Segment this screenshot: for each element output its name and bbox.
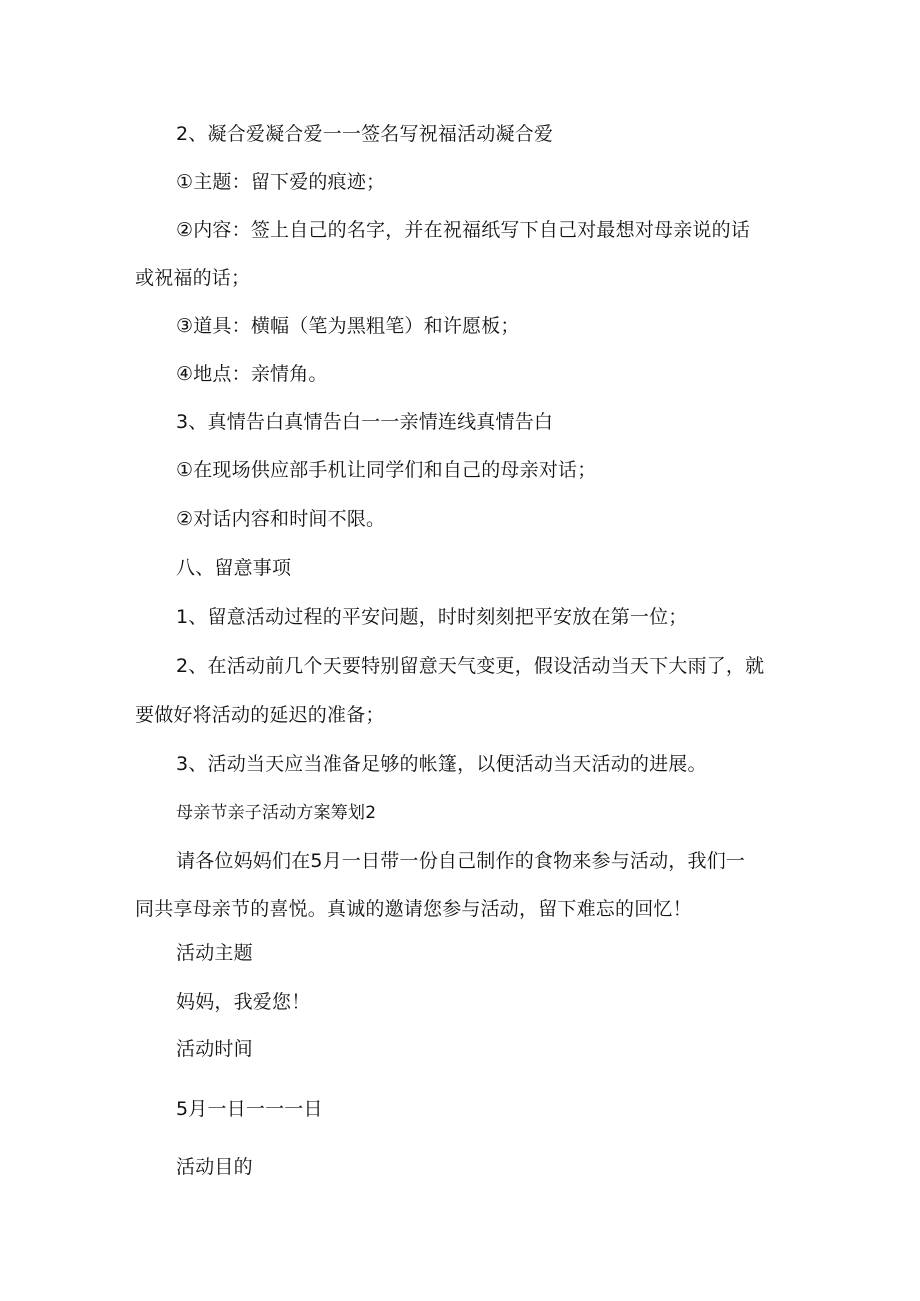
para-signing-activity-heading: 2、凝合爱凝合爱一一签名写祝福活动凝合爱: [176, 123, 554, 145]
value-activity-theme: 妈妈，我爱您！: [176, 991, 311, 1013]
para-dialogue-unlimited: ②对话内容和时间不限。: [176, 508, 386, 530]
label-activity-time: 活动时间: [176, 1038, 253, 1060]
value-activity-time: 5月一日一一一日: [176, 1098, 323, 1120]
label-activity-theme: 活动主题: [176, 942, 253, 964]
para-invitation-cont: 同共享母亲节的喜悦。真诚的邀请您参与活动，留下难忘的回忆！: [135, 898, 692, 920]
para-phone-dialogue: ①在现场供应部手机让同学们和自己的母亲对话；: [176, 459, 597, 481]
para-invitation: 请各位妈妈们在5月一日带一份自己制作的食物来参与活动，我们一: [176, 850, 746, 872]
para-content: ②内容：签上自己的名字，并在祝福纸写下自己对最想对母亲说的话: [176, 219, 751, 241]
para-location: ④地点：亲情角。: [176, 363, 328, 385]
para-theme: ①主题：留下爱的痕迹；: [176, 171, 386, 193]
para-note-tents: 3、活动当天应当准备足够的帐篷，以便活动当天活动的进展。: [176, 753, 707, 775]
para-note-weather-cont: 要做好将活动的延迟的准备；: [135, 704, 385, 726]
para-content-cont: 或祝福的话；: [135, 267, 251, 289]
label-activity-purpose: 活动目的: [176, 1156, 253, 1178]
para-confession-activity-heading: 3、真情告白真情告白一一亲情连线真情告白: [176, 411, 554, 433]
para-note-weather: 2、在活动前几个天要特别留意天气变更，假设活动当天下大雨了，就: [176, 655, 765, 677]
section-title-plan-2: 母亲节亲子活动方案筹划2: [176, 803, 377, 823]
para-note-safety: 1、留意活动过程的平安问题，时时刻刻把平安放在第一位；: [176, 606, 688, 628]
section-heading-notes: 八、留意事项: [176, 557, 292, 579]
para-props: ③道具：横幅（笔为黑粗笔）和许愿板；: [176, 315, 520, 337]
